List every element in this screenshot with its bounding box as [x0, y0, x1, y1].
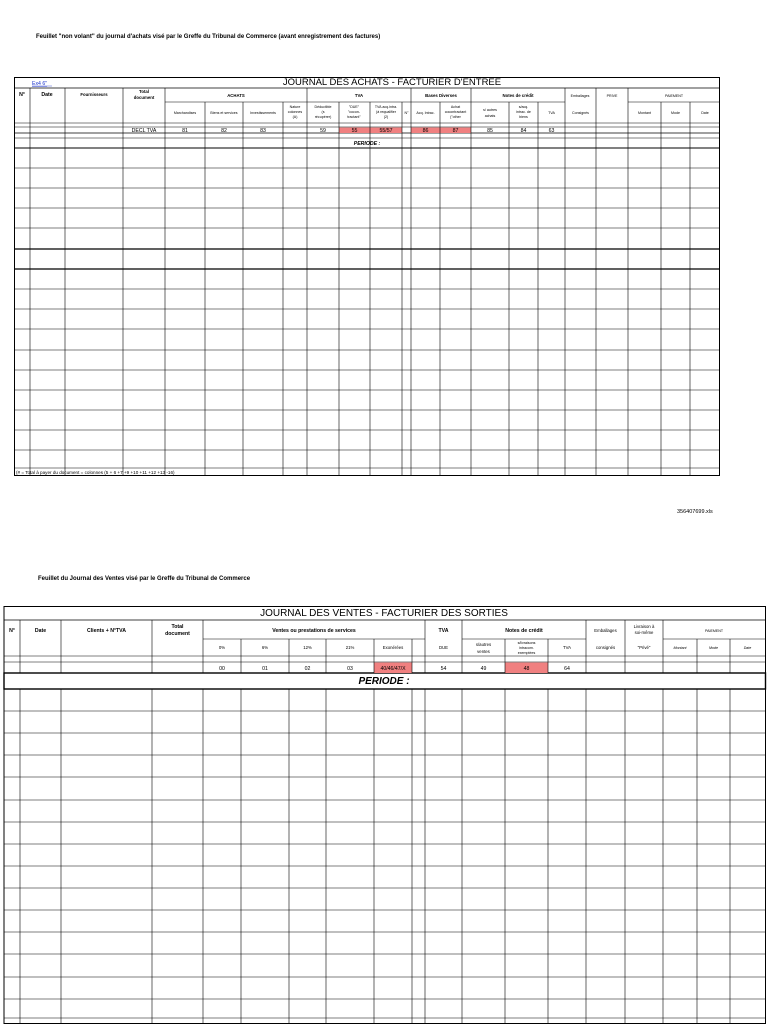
- achats-h-total-2: document: [133, 95, 155, 100]
- achats-code: 83: [260, 128, 266, 134]
- ventes-code: 03: [347, 666, 353, 672]
- ventes-sh-slivr-3: exemptées: [517, 651, 536, 655]
- ventes-sh-tva: TVA: [562, 645, 572, 650]
- ventes-sh-sautres-1: s/autres: [475, 642, 492, 647]
- achats-sh-nature-3: (A): [292, 115, 298, 119]
- ventes-periode: PERIODE :: [358, 676, 410, 687]
- ventes-code: 64: [564, 666, 570, 672]
- achats-sh-sacq-1: s/acq.: [518, 105, 529, 109]
- ventes-sh-sautres-2: ventes: [477, 649, 490, 654]
- ventes-code: 01: [262, 666, 268, 672]
- achats-caption: Feuillet "non volant" du journal d'achats visé par le Greffe du Tribunal de Commerce (avant enregistrement des factures): [36, 34, 381, 40]
- achats-sh-due-3: tractant": [347, 115, 361, 119]
- achats-sh-sautres-1: s/ autres: [483, 108, 497, 112]
- achats-h-notes: Notes de crédit: [502, 93, 534, 98]
- ventes-code: 00: [219, 666, 225, 672]
- ventes-body-rows: [4, 711, 766, 1018]
- ventes-h-num: N°: [9, 628, 15, 634]
- achats-sh-n: N°: [404, 111, 409, 115]
- ventes-sh-montant: Montant: [673, 646, 687, 650]
- achats-code: 55: [351, 128, 358, 134]
- ventes-h-total-1: Total: [171, 624, 184, 630]
- achats-h-bases: Bases Diverses: [425, 93, 457, 98]
- achats-sh-achatco-2: cocontractant: [444, 110, 467, 114]
- ventes-sh-6: 6%: [261, 645, 269, 650]
- ventes-h-total-2: document: [165, 631, 190, 637]
- ventes-code: 40/46/47/X: [380, 666, 406, 672]
- achats-sh-sacq-2: intrac. de: [516, 110, 531, 114]
- achats-sh-consignes: Consignés: [572, 111, 589, 115]
- ventes-sh-prive: "Privé": [637, 645, 651, 650]
- achats-title: JOURNAL DES ACHATS - FACTURIER D'ENTREE: [282, 77, 502, 88]
- achats-sh-mode: Mode: [671, 111, 680, 115]
- ventes-sh-due: DUE: [438, 645, 449, 650]
- achats-sh-tvaacq-1: TVA acq.intra.: [374, 105, 398, 109]
- ventes-h-livraison-1: Livraison à: [633, 624, 655, 629]
- ventes-body-columns: [20, 689, 730, 1024]
- ventes-h-clients: Clients + N°TVA: [86, 628, 127, 634]
- achats-sh-due-1: "DUE": [348, 105, 360, 109]
- ventes-code: 48: [523, 666, 530, 672]
- achats-sh-tva: TVA: [548, 111, 555, 115]
- file-name: 356407699.xls: [677, 509, 713, 515]
- achats-h-date: Date: [41, 92, 53, 98]
- achats-code: 85: [487, 128, 493, 134]
- ventes-sh-21: 21%: [345, 645, 355, 650]
- achats-footnote: (# = Total à payer du document = colonnes (5 + 6 +7 +9 +10 +11 +12 +13 -16): [16, 470, 175, 475]
- achats-sh-biens: Biens et services: [210, 111, 238, 115]
- achats-code: 59: [320, 128, 326, 134]
- achats-sh-sautres-2: achats: [484, 114, 496, 118]
- ventes-sh-date: Date: [743, 646, 752, 650]
- achats-sh-due-2: "cocon-: [347, 110, 361, 114]
- ventes-h-tva: TVA: [438, 628, 449, 634]
- ventes-h-paiement: PAIEMENT: [704, 629, 724, 633]
- achats-sh-acq: Acq. Intrac.: [416, 111, 435, 115]
- achats-sh-nature-2: colonnes: [287, 110, 303, 114]
- achats-h-prive: PRIVE: [606, 94, 618, 98]
- achats-code: 55/57: [379, 128, 393, 134]
- ventes-sh-slivr-1: s/livraisons: [517, 641, 536, 645]
- ventes-h-date: Date: [34, 628, 47, 634]
- achats-code: 87: [452, 128, 459, 134]
- achats-code: 82: [221, 128, 227, 134]
- ventes-sh-slivr-2: intracom.: [519, 646, 534, 650]
- achats-h-total-1: Total: [139, 89, 149, 94]
- achats-code-label: DECL TVA: [131, 128, 157, 134]
- ventes-sh-exon: Exonérées: [382, 645, 404, 650]
- achats-sh-deductible-3: récupérer): [314, 115, 332, 119]
- ventes-code: 02: [304, 666, 311, 672]
- achats-sh-tvaacq-3: (2): [383, 115, 389, 119]
- achats-sh-sacq-3: biens: [519, 115, 528, 119]
- achats-sh-deductible-2: (s: [321, 110, 325, 114]
- achats-code: 84: [520, 128, 527, 134]
- achats-h-fournisseurs: Fournisseurs: [80, 92, 108, 97]
- achats-h-paiement: PAIEMENT: [664, 94, 684, 98]
- achats-sh-invest: Investissements: [250, 111, 276, 115]
- achats-sh-montant: Montant: [638, 111, 651, 115]
- achats-periode: PERIODE :: [353, 141, 381, 147]
- ventes-title: JOURNAL DES VENTES - FACTURIER DES SORTIES: [260, 608, 508, 619]
- achats-sh-deductible-1: Déductible: [314, 105, 332, 109]
- ventes-code: 54: [440, 666, 447, 672]
- achats-sh-date: Date: [701, 111, 709, 115]
- achats-code: 63: [548, 128, 555, 134]
- ventes-h-livraison-2: soi-même: [634, 630, 654, 635]
- achats-sh-nature-1: Nature: [289, 105, 301, 109]
- achats-code: 86: [422, 128, 429, 134]
- ventes-code: 49: [480, 666, 487, 672]
- achats-h-emballages: Emballages: [570, 94, 590, 98]
- achats-h-num: N°: [19, 92, 25, 98]
- ventes-sh-0: 0%: [218, 645, 226, 650]
- ventes-sh-consignes: consignés: [595, 645, 616, 650]
- achats-link[interactable]: Ex4 6": [32, 81, 48, 87]
- ventes-h-emballages: Emballages: [594, 628, 617, 633]
- ventes-h-ventes: Ventes ou prestations de services: [272, 628, 356, 634]
- achats-h-tva: TVA: [354, 93, 364, 98]
- achats-sh-achatco-3: ("other: [450, 115, 461, 119]
- ventes-caption: Feuillet du Journal des Ventes visé par le Greffe du Tribunal de Commerce: [38, 576, 251, 582]
- achats-code: 81: [182, 128, 188, 134]
- achats-sh-achatco-1: Achat: [450, 105, 461, 109]
- achats-sh-marchandises: Marchandises: [173, 111, 197, 115]
- ventes-sh-mode: Mode: [709, 646, 718, 650]
- ventes-h-notes: Notes de crédit: [505, 628, 543, 634]
- ventes-sh-12: 12%: [303, 645, 312, 650]
- achats-h-achats: ACHATS: [227, 93, 245, 98]
- achats-sh-tvaacq-2: (à requalifier: [376, 110, 396, 114]
